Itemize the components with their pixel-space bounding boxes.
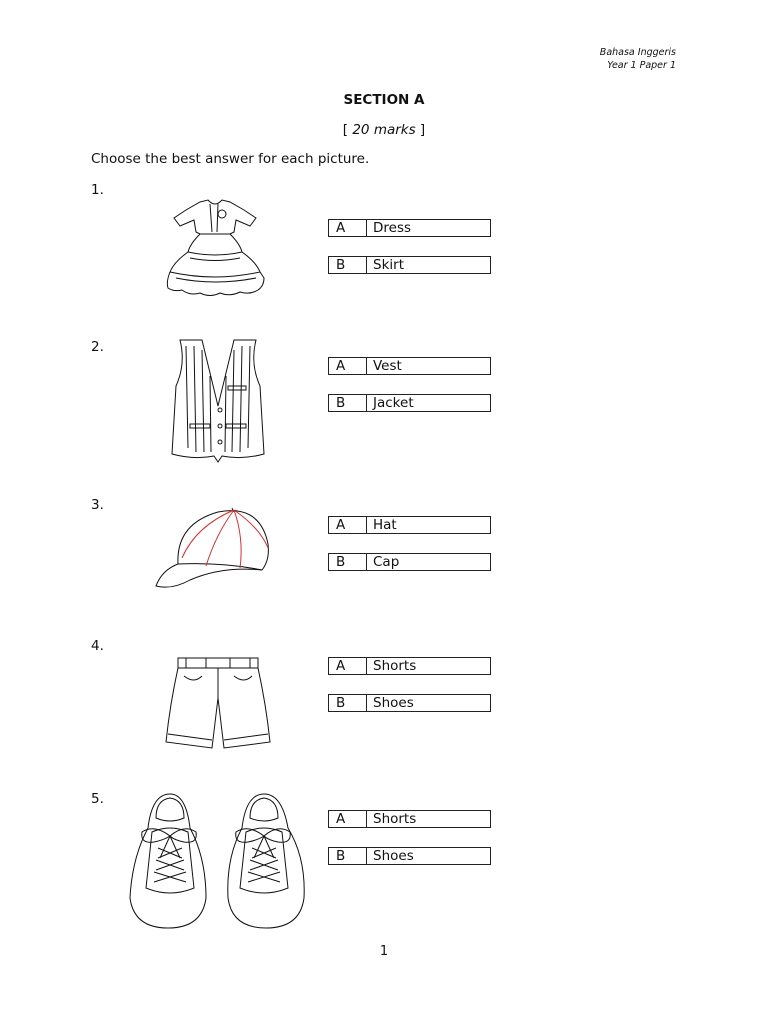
option-b[interactable]: B Skirt: [328, 256, 491, 274]
section-marks: [ 20 marks ]: [342, 122, 426, 138]
option-b[interactable]: B Jacket: [328, 394, 491, 412]
question-number: 2.: [91, 339, 104, 355]
option-a[interactable]: A Vest: [328, 357, 491, 375]
instruction-text: Choose the best answer for each picture.: [91, 151, 370, 167]
dress-picture: [160, 196, 270, 300]
subject-label: Bahasa Inggeris: [599, 47, 676, 58]
paper-label: Year 1 Paper 1: [607, 60, 676, 71]
option-b[interactable]: B Shoes: [328, 694, 491, 712]
section-title: SECTION A: [343, 92, 425, 108]
option-a[interactable]: A Dress: [328, 219, 491, 237]
shoes-picture: [124, 788, 310, 932]
option-b[interactable]: B Cap: [328, 553, 491, 571]
option-a[interactable]: A Shorts: [328, 657, 491, 675]
vest-picture: [164, 336, 272, 464]
question-number: 5.: [91, 791, 104, 807]
marks-text: 20 marks: [352, 122, 416, 138]
question-number: 4.: [91, 638, 104, 654]
shorts-picture: [162, 654, 274, 752]
page-number: 1: [379, 944, 389, 959]
option-b[interactable]: B Shoes: [328, 847, 491, 865]
question-number: 1.: [91, 182, 104, 198]
option-a[interactable]: A Hat: [328, 516, 491, 534]
option-a[interactable]: A Shorts: [328, 810, 491, 828]
page-header: [600, 46, 676, 72]
question-number: 3.: [91, 497, 104, 513]
cap-picture: [152, 504, 276, 596]
